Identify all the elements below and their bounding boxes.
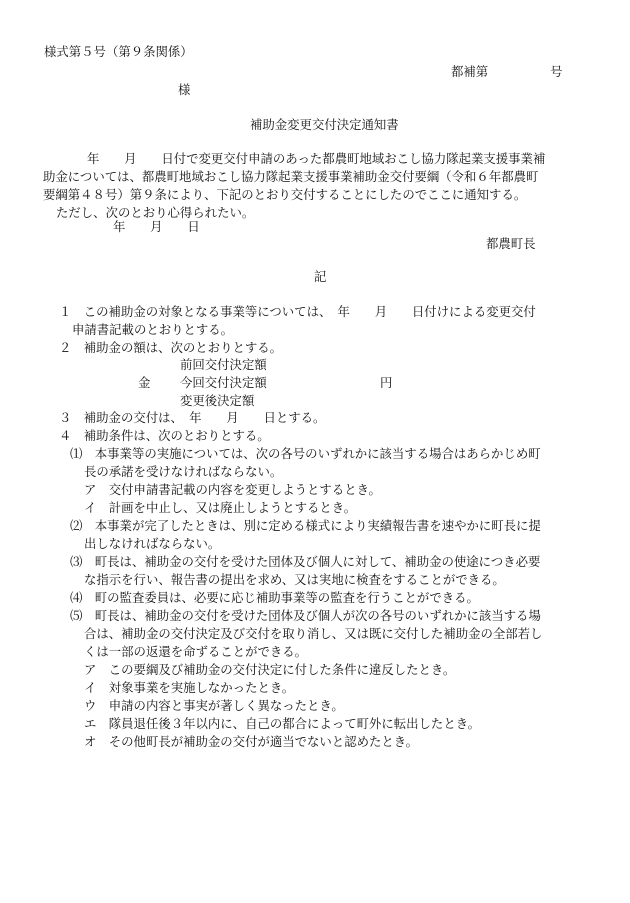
- item-3: ３ 補助金の交付は、 年 月 日とする。: [59, 410, 326, 425]
- document-number: 都補第 号: [451, 64, 563, 79]
- condition-3-cont: な指示を行い、報告書の提出を求め、又は実地に検査をすることができる。: [84, 572, 505, 587]
- intro-line: 年 月 日付で変更交付申請のあった都農町地域おこし協力隊起業支援事業補: [87, 151, 546, 166]
- condition-5: ⑸ 町長は、補助金の交付を受けた団体及び個人が次の各号のいずれかに該当する場: [70, 608, 541, 623]
- amount-prev-label: 前回交付決定額: [180, 357, 267, 372]
- condition-2-cont: 出しなければならない。: [84, 536, 221, 551]
- condition-5-i: イ 対象事業を実施しなかったとき。: [84, 680, 295, 695]
- issuer: 都農町長: [486, 236, 536, 251]
- condition-1: ⑴ 本事業等の実施については、次の各号のいずれかに該当する場合はあらかじめ町: [70, 446, 541, 461]
- condition-1-i: イ 計画を中止し、又は廃止しようとするとき。: [84, 500, 357, 515]
- condition-2: ⑵ 本事業が完了したときは、別に定める様式により実績報告書を速やかに町長に提: [70, 518, 541, 533]
- amount-curr-label: 今回交付決定額: [180, 375, 267, 390]
- condition-5-u: ウ 申請の内容と事実が著しく異なったとき。: [84, 698, 344, 713]
- addressee: 様: [178, 82, 191, 97]
- item-1-cont: 申請書記載のとおりとする。: [72, 322, 234, 337]
- condition-5-e: エ 隊員退任後３年以内に、自己の都合によって町外に転出したとき。: [84, 716, 481, 731]
- item-4: ４ 補助条件は、次のとおりとする。: [59, 428, 270, 443]
- condition-3: ⑶ 町長は、補助金の交付を受けた団体及び個人に対して、補助金の使途につき必要: [70, 554, 541, 569]
- item-1: １ この補助金の対象となる事業等については、 年 月 日付けによる変更交付: [59, 304, 536, 319]
- condition-4: ⑷ 町の監査委員は、必要に応じ補助事業等の監査を行うことができる。: [70, 590, 479, 605]
- document-title: 補助金変更交付決定通知書: [250, 117, 399, 132]
- ki-label: 記: [314, 269, 327, 284]
- amount-yen: 円: [380, 375, 393, 390]
- intro-line: ただし、次のとおり心得られたい。: [56, 205, 255, 220]
- intro-line: 助金については、都農町地域おこし協力隊起業支援事業補助金交付要綱（令和６年都農町: [43, 169, 539, 184]
- condition-5-a: ア この要綱及び補助金の交付決定に付した条件に違反したとき。: [84, 662, 456, 677]
- condition-5-cont: 合は、補助金の交付決定及び交付を取り消し、又は既に交付した補助金の全部若し: [84, 626, 543, 641]
- amount-after-label: 変更後決定額: [180, 393, 255, 408]
- condition-5-cont: くは一部の返還を命ずることができる。: [84, 644, 308, 659]
- intro-line: 要綱第４８号）第９条により、下記のとおり交付することにしたのでここに通知する。: [43, 187, 527, 202]
- form-label: 様式第５号（第９条関係）: [44, 44, 193, 59]
- amount-kin: 金: [138, 375, 151, 390]
- condition-5-o: オ その他町長が補助金の交付が適当でないと認めたとき。: [84, 734, 419, 749]
- condition-1-a: ア 交付申請書記載の内容を変更しようとするとき。: [84, 482, 381, 497]
- date-line: 年 月 日: [113, 219, 200, 234]
- item-2: ２ 補助金の額は、次のとおりとする。: [59, 340, 283, 355]
- condition-1-cont: 長の承諾を受けなければならない。: [84, 464, 283, 479]
